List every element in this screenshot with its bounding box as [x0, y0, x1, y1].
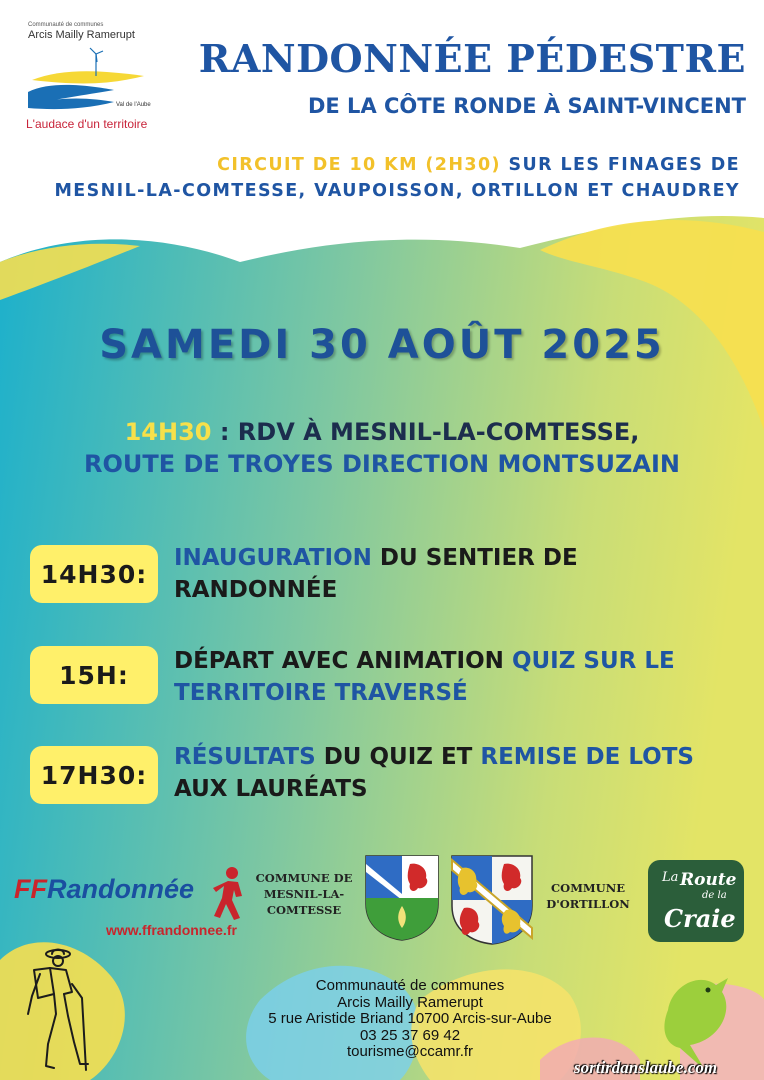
route-word-1: La — [662, 870, 679, 885]
rdv-line-2: ROUTE DE TROYES DIRECTION MONTSUZAIN — [84, 450, 680, 478]
event-date: SAMEDI 30 AOÛT 2025 — [99, 322, 665, 368]
schedule-3-b: DU QUIZ ET — [315, 744, 481, 770]
schedule-desc-2 — [174, 645, 675, 709]
schedule-desc-3 — [174, 741, 694, 805]
ortillon-line-1: COMMUNE — [551, 881, 625, 895]
hiker-illustration-icon — [20, 944, 100, 1074]
route-word-3: de la — [702, 890, 727, 901]
logo-small-text: Communauté de communes — [28, 22, 104, 28]
schedule-time-2: 15H: — [30, 646, 158, 704]
ortillon-line-2: D'ORTILLON — [546, 897, 630, 911]
poster-subtitle: DE LA CÔTE RONDE À SAINT-VINCENT — [307, 94, 746, 118]
schedule-2-a: DÉPART AVEC ANIMATION — [174, 648, 512, 674]
logo-name: Arcis Mailly Ramerupt — [28, 29, 135, 41]
logo-side-text: Val de l'Aube — [116, 102, 151, 108]
footer-line-2: Arcis Mailly Ramerupt — [337, 993, 483, 1011]
schedule-3-a: RÉSULTATS — [174, 744, 316, 770]
circuit-highlight: CIRCUIT DE 10 KM (2H30) — [217, 155, 501, 175]
ffr-walker-icon — [210, 866, 248, 922]
rdv-line-1 — [0, 418, 764, 446]
logo-tagline: L'audace d'un territoire — [26, 117, 148, 131]
schedule-2-b: QUIZ SUR LE — [511, 648, 675, 674]
commune-ortillon — [538, 880, 638, 912]
rdv-time: 14H30 — [124, 418, 212, 446]
schedule-1-a: INAUGURATION — [174, 545, 372, 571]
route-word-2: Route — [680, 870, 737, 890]
ortillon-coat-of-arms-icon — [450, 854, 534, 946]
mesnil-line-2: MESNIL-LA- — [263, 887, 345, 901]
ffr-wordmark — [14, 874, 194, 905]
schedule-2-c: TERRITOIRE TRAVERSÉ — [174, 680, 468, 706]
contact-footer — [190, 978, 630, 1061]
mesnil-line-1: COMMUNE DE — [255, 871, 353, 885]
schedule-3-d: AUX LAURÉATS — [174, 776, 368, 802]
ccamr-logo — [22, 20, 152, 136]
schedule-time-1: 14H30: — [30, 545, 158, 603]
schedule-1-b: DU SENTIER DE — [371, 545, 578, 571]
footer-line-1: Communauté de communes — [315, 977, 505, 994]
schedule-time-3: 17H30: — [30, 746, 158, 804]
watermark: sortirdanslaube.com — [574, 1058, 718, 1077]
schedule-desc-1 — [174, 542, 578, 606]
footer-email[interactable]: tourisme@ccamr.fr — [346, 1043, 474, 1060]
ffrandonnee-logo — [14, 872, 250, 942]
commune-mesnil — [252, 870, 356, 918]
rdv-place: : RDV À MESNIL-LA-COMTESSE, — [211, 418, 640, 446]
footer-address: 5 rue Aristide Briand 10700 Arcis-sur-Aube — [268, 1010, 552, 1027]
mesnil-coat-of-arms-icon — [364, 854, 440, 942]
route-word-4: Craie — [664, 904, 736, 933]
route-de-la-craie-logo — [648, 860, 744, 942]
circuit-line-1 — [150, 155, 740, 175]
schedule-3-c: REMISE DE LOTS — [480, 744, 694, 770]
schedule-1-c: RANDONNÉE — [174, 577, 338, 603]
footer-phone[interactable]: 03 25 37 69 42 — [359, 1026, 461, 1044]
ffr-url[interactable]: www.ffrandonnee.fr — [106, 922, 237, 938]
mesnil-line-3: COMTESSE — [266, 903, 342, 917]
ffr-ff: FF — [14, 874, 47, 904]
circuit-line-2: MESNIL-LA-COMTESSE, VAUPOISSON, ORTILLON ET CHAUDREY — [54, 181, 740, 201]
poster-title: RANDONNÉE PÉDESTRE — [198, 36, 746, 81]
ffr-randonnee: Randonnée — [47, 874, 195, 904]
circuit-rest: SUR LES FINAGES DE — [500, 155, 740, 175]
